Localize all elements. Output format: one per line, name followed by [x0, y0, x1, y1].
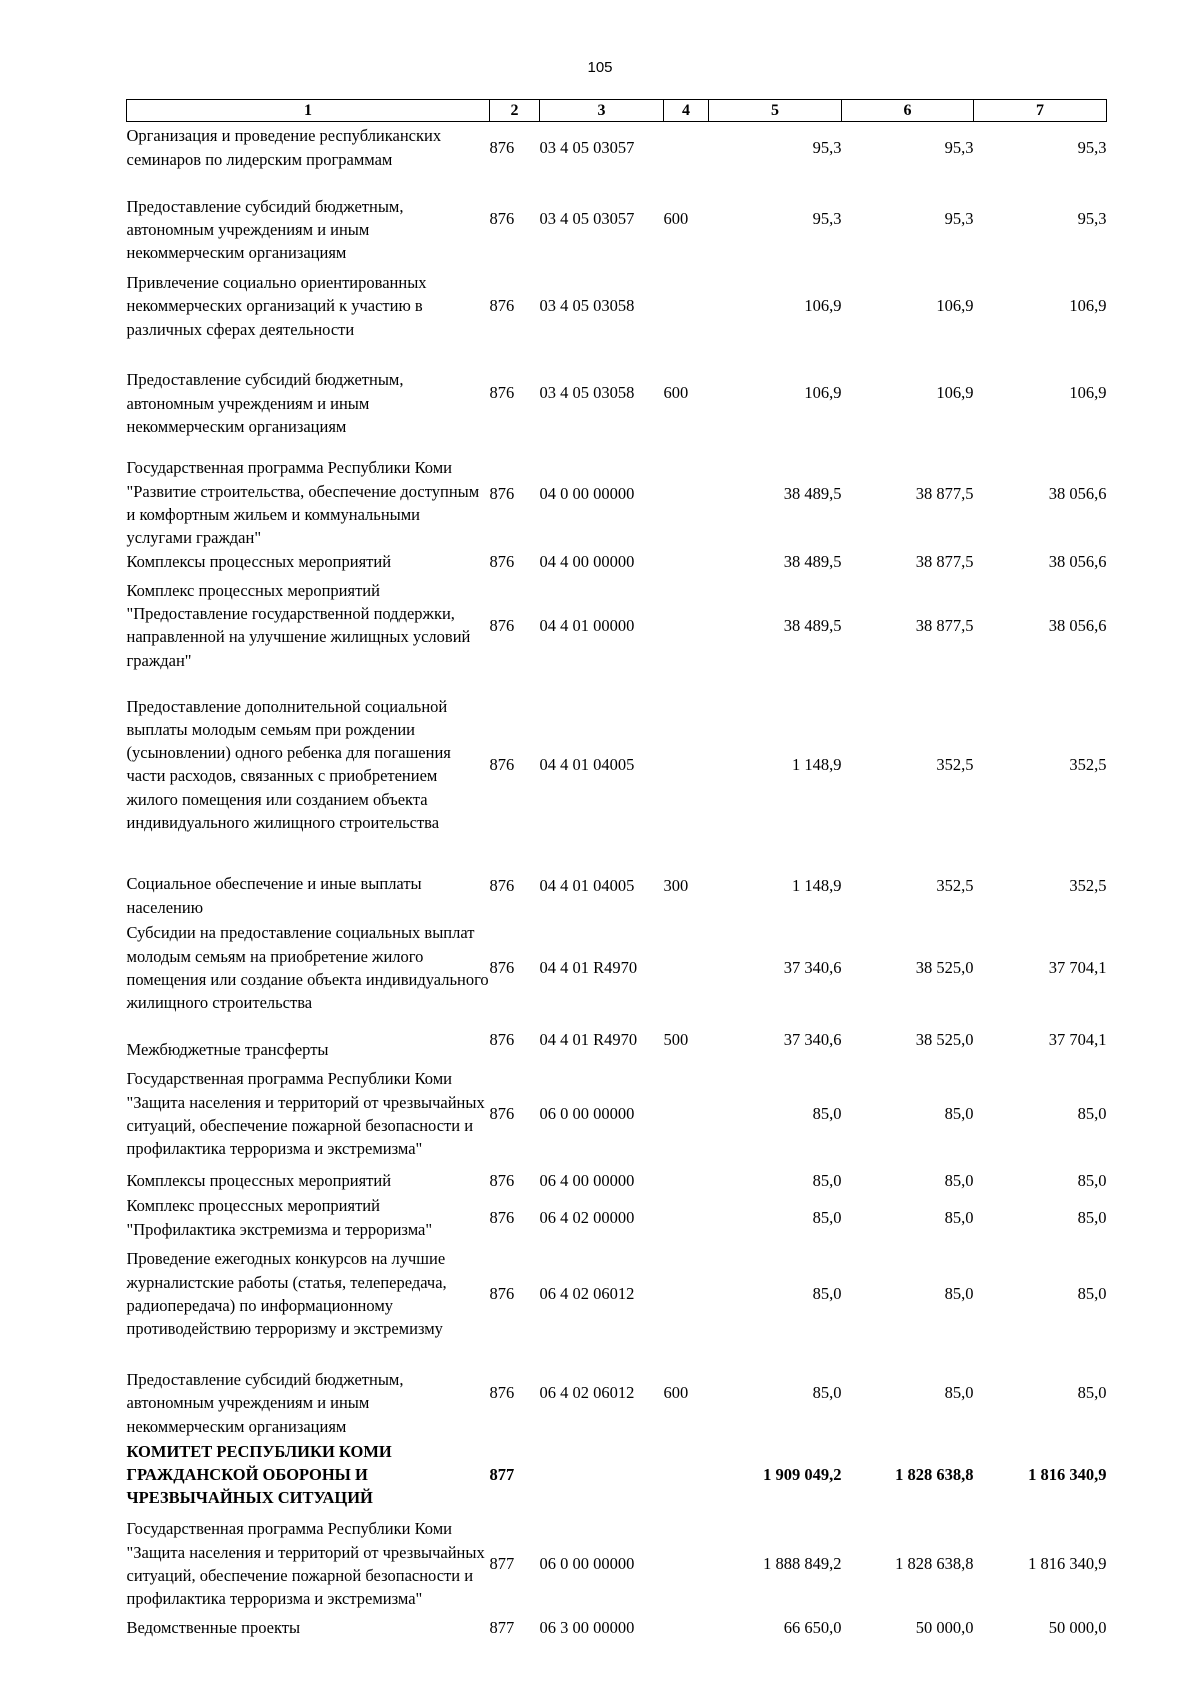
row-amount-3: 95,3 — [1077, 209, 1107, 229]
row-name: Социальное обеспечение и иные выплаты населению — [126, 874, 422, 917]
row-amount-1: 85,0 — [812, 1208, 842, 1227]
row-amount-2: 1 828 638,8 — [895, 1465, 974, 1485]
row-admin-code: 876 — [489, 958, 515, 978]
row-amount-3: 38 056,6 — [1048, 615, 1107, 635]
row-expense-type: 300 — [663, 875, 689, 895]
table-row — [127, 1347, 1107, 1438]
row-target-article: 03 4 05 03058 — [539, 296, 635, 316]
row-amount-3: 1 816 340,9 — [1028, 1465, 1107, 1485]
row-amount-2: 106,9 — [936, 296, 974, 316]
row-amount-1: 106,9 — [804, 296, 842, 316]
row-target-article: 04 4 00 00000 — [539, 551, 635, 571]
row-admin-code: 877 — [489, 1617, 515, 1637]
row-expense-type — [664, 1194, 709, 1241]
row-amount-1: 106,9 — [804, 383, 842, 403]
row-name: Привлечение социально ориентированных некоммерческих организаций к участию в различных сферах деятельности — [126, 272, 427, 339]
row-amount-2: 85,0 — [944, 1284, 974, 1304]
row-admin-code: 877 — [489, 1465, 515, 1485]
row-amount-2: 85,0 — [944, 1104, 974, 1124]
row-admin-code: 876 — [489, 296, 515, 316]
table-row — [127, 1616, 1107, 1639]
table-row — [127, 1061, 1107, 1166]
row-target-article: 06 0 00 00000 — [539, 1104, 635, 1124]
row-admin-code: 876 — [489, 1170, 515, 1190]
row-expense-type — [664, 677, 709, 851]
row-amount-3: 85,0 — [1077, 1284, 1107, 1304]
row-amount-2: 85,0 — [944, 1382, 974, 1402]
row-expense-type — [664, 1438, 709, 1512]
column-header-5: 5 — [709, 100, 842, 122]
column-header-6: 6 — [842, 100, 974, 122]
row-amount-2: 38 525,0 — [915, 1029, 974, 1049]
table-row — [127, 677, 1107, 851]
row-expense-type — [664, 1616, 709, 1639]
row-admin-code: 876 — [489, 551, 515, 571]
row-target-article: 04 4 01 R4970 — [539, 958, 638, 978]
row-target-article: 04 4 01 R4970 — [539, 1029, 638, 1049]
row-admin-code: 876 — [489, 1029, 515, 1049]
row-amount-2: 50 000,0 — [915, 1617, 974, 1637]
row-admin-code: 876 — [489, 383, 515, 403]
row-expense-type — [664, 573, 709, 677]
row-amount-1: 66 650,0 — [783, 1617, 842, 1637]
table-row — [127, 174, 1107, 265]
row-amount-2: 85,0 — [944, 1208, 974, 1227]
row-amount-3: 352,5 — [1069, 875, 1107, 895]
budget-table — [126, 99, 1107, 1639]
row-admin-code: 877 — [489, 1554, 515, 1574]
row-amount-1: 85,0 — [812, 1382, 842, 1402]
column-header-4: 4 — [664, 100, 709, 122]
row-name: Комплексы процессных мероприятий — [126, 1170, 392, 1190]
row-amount-1: 95,3 — [812, 138, 842, 158]
row-name: Государственная программа Республики Коми "Развитие строительства, обеспечение доступным и комфортным жильем и коммунальными услугами граждан" — [126, 458, 480, 548]
row-amount-3: 38 056,6 — [1048, 484, 1107, 504]
row-amount-3: 85,0 — [1077, 1382, 1107, 1402]
table-row — [127, 122, 1107, 174]
row-target-article: 03 4 05 03058 — [539, 383, 635, 403]
row-admin-code: 876 — [489, 138, 515, 158]
row-target-article: 04 0 00 00000 — [539, 484, 635, 504]
table-header — [127, 100, 1107, 122]
row-name: Проведение ежегодных конкурсов на лучшие журналистские работы (статья, телепередача, радиопередача) по информационному противодействию терроризму и экстремизму — [126, 1249, 447, 1339]
row-expense-type — [664, 1166, 709, 1194]
row-name: Субсидии на предоставление социальных выплат молодым семьям на приобретение жилого помещения или создание объекта индивидуального жилищного строительства — [126, 923, 489, 1013]
row-expense-type — [664, 438, 709, 549]
row-expense-type: 600 — [663, 1382, 689, 1402]
row-admin-code: 876 — [489, 209, 515, 229]
row-amount-2: 38 525,0 — [915, 958, 974, 978]
row-amount-1: 95,3 — [812, 209, 842, 229]
row-name: Ведомственные проекты — [126, 1617, 301, 1637]
row-admin-code: 876 — [489, 484, 515, 504]
row-name: Комплексы процессных мероприятий — [126, 551, 392, 571]
row-amount-1: 85,0 — [812, 1104, 842, 1124]
row-name: Государственная программа Республики Коми "Защита населения и территорий от чрезвычайных ситуаций, обеспечение пожарной безопасности и профилактика терроризма и экстремизма" — [126, 1519, 485, 1609]
row-expense-type: 600 — [663, 383, 689, 403]
row-target-article: 06 4 02 00000 — [539, 1208, 635, 1227]
table-row — [127, 1194, 1107, 1241]
row-name: Предоставление субсидий бюджетным, автономным учреждениям и иным некоммерческим организациям — [126, 370, 404, 436]
row-amount-1: 37 340,6 — [783, 958, 842, 978]
row-amount-1: 1 888 849,2 — [763, 1554, 842, 1574]
row-amount-3: 106,9 — [1069, 383, 1107, 403]
row-admin-code: 876 — [489, 1104, 515, 1124]
row-amount-3: 37 704,1 — [1048, 1029, 1107, 1049]
column-header-2: 2 — [490, 100, 540, 122]
row-amount-1: 1 148,9 — [792, 754, 842, 774]
row-amount-1: 85,0 — [812, 1284, 842, 1304]
row-expense-type — [664, 549, 709, 573]
row-name: Предоставление дополнительной социальной выплаты молодым семьям при рождении (усыновлении) одного ребенка для погашения части расходов, связанных с приобретением жилого помещения или созданием объекта индивидуального жилищного строительства — [126, 696, 451, 833]
row-amount-2: 1 828 638,8 — [895, 1554, 974, 1574]
row-amount-1: 85,0 — [812, 1170, 842, 1190]
row-amount-3: 106,9 — [1069, 296, 1107, 316]
row-target-article: 04 4 01 00000 — [539, 615, 635, 635]
row-expense-type — [664, 264, 709, 347]
row-amount-3: 85,0 — [1077, 1104, 1107, 1124]
row-name: Комплекс процессных мероприятий "Профилактика экстремизма и терроризма" — [126, 1196, 433, 1239]
row-target-article: 06 4 02 06012 — [539, 1382, 635, 1402]
row-amount-2: 38 877,5 — [915, 484, 974, 504]
row-admin-code: 876 — [489, 1208, 515, 1227]
row-name: Государственная программа Республики Коми "Защита населения и территорий от чрезвычайных ситуаций, обеспечение пожарной безопасности и профилактика терроризма и экстремизма" — [126, 1069, 485, 1159]
table-row — [127, 438, 1107, 549]
row-amount-2: 352,5 — [936, 754, 974, 774]
table-row — [127, 1438, 1107, 1512]
row-name: Предоставление субсидий бюджетным, автономным учреждениям и иным некоммерческим организациям — [126, 196, 404, 263]
row-amount-2: 352,5 — [936, 875, 974, 895]
table-row — [127, 1512, 1107, 1616]
row-amount-2: 85,0 — [944, 1170, 974, 1190]
row-target-article: 04 4 01 04005 — [539, 875, 635, 895]
row-amount-2: 38 877,5 — [915, 615, 974, 635]
column-header-7: 7 — [974, 100, 1107, 122]
row-amount-3: 50 000,0 — [1048, 1617, 1107, 1637]
row-admin-code: 876 — [489, 1284, 515, 1304]
row-target-article: 03 4 05 03057 — [539, 209, 635, 229]
row-amount-1: 1 148,9 — [792, 875, 842, 895]
table-row — [127, 573, 1107, 677]
row-expense-type — [664, 1241, 709, 1347]
row-amount-3: 85,0 — [1077, 1170, 1107, 1190]
row-amount-2: 95,3 — [944, 138, 974, 158]
row-amount-3: 37 704,1 — [1048, 958, 1107, 978]
table-row — [127, 347, 1107, 438]
row-expense-type: 600 — [663, 209, 689, 229]
row-expense-type — [664, 1061, 709, 1166]
row-name: Организация и проведение республиканских семинаров по лидерским программам — [126, 126, 442, 169]
row-amount-3: 352,5 — [1069, 754, 1107, 774]
row-admin-code: 876 — [489, 875, 515, 895]
row-target-article: 06 4 02 06012 — [539, 1284, 635, 1304]
row-amount-1: 38 489,5 — [783, 551, 842, 571]
row-amount-3: 95,3 — [1077, 138, 1107, 158]
row-expense-type — [664, 122, 709, 174]
row-amount-1: 1 909 049,2 — [763, 1465, 842, 1485]
row-amount-2: 106,9 — [936, 383, 974, 403]
row-amount-1: 38 489,5 — [783, 615, 842, 635]
page-number: 105 — [587, 59, 613, 76]
row-expense-type — [664, 1512, 709, 1616]
row-admin-code: 876 — [489, 1382, 515, 1402]
row-amount-1: 38 489,5 — [783, 484, 842, 504]
row-amount-3: 1 816 340,9 — [1028, 1554, 1107, 1574]
table-row — [127, 549, 1107, 573]
row-amount-2: 38 877,5 — [915, 551, 974, 571]
row-admin-code: 876 — [489, 754, 515, 774]
row-name: Предоставление субсидий бюджетным, автономным учреждениям и иным некоммерческим организациям — [126, 1369, 404, 1436]
row-name: Межбюджетные трансферты — [126, 1040, 329, 1060]
column-header-1: 1 — [127, 100, 490, 122]
row-target-article: 06 3 00 00000 — [539, 1617, 635, 1637]
row-target-article: 06 0 00 00000 — [539, 1554, 635, 1574]
table-row — [127, 1166, 1107, 1194]
column-header-3: 3 — [540, 100, 664, 122]
row-expense-type — [664, 919, 709, 1017]
table-row — [127, 919, 1107, 1017]
row-amount-3: 85,0 — [1077, 1208, 1107, 1227]
row-amount-3: 38 056,6 — [1048, 551, 1107, 571]
table-row — [127, 1241, 1107, 1347]
row-target-article — [540, 1438, 664, 1512]
table-row — [127, 264, 1107, 347]
row-name: КОМИТЕТ РЕСПУБЛИКИ КОМИ ГРАЖДАНСКОЙ ОБОРОНЫ И ЧРЕЗВЫЧАЙНЫХ СИТУАЦИЙ — [126, 1441, 392, 1508]
table-body — [127, 122, 1107, 1640]
row-amount-1: 37 340,6 — [783, 1029, 842, 1049]
row-target-article: 04 4 01 04005 — [539, 754, 635, 774]
row-expense-type: 500 — [663, 1029, 689, 1049]
row-target-article: 06 4 00 00000 — [539, 1170, 635, 1190]
row-name: Комплекс процессных мероприятий "Предоставление государственной поддержки, направленной на улучшение жилищных условий граждан" — [126, 580, 471, 670]
table-row — [127, 851, 1107, 919]
row-target-article: 03 4 05 03057 — [539, 138, 635, 158]
row-amount-2: 95,3 — [944, 209, 974, 229]
table-row — [127, 1017, 1107, 1061]
row-admin-code: 876 — [489, 615, 515, 635]
